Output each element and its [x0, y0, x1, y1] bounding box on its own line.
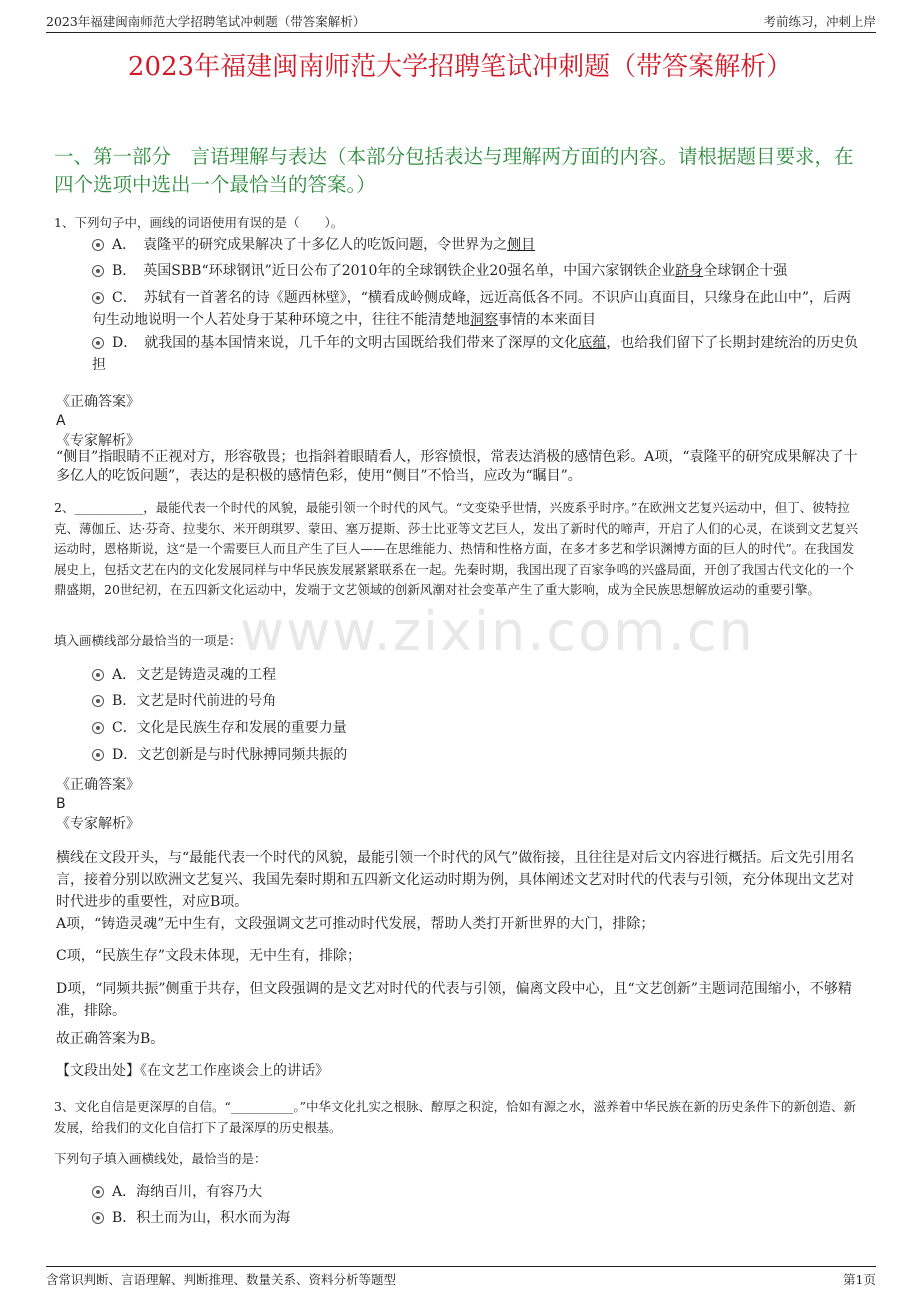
answer-blank: ___________	[74, 500, 144, 515]
q2-answer-label: 《正确答案》	[56, 777, 140, 793]
underlined-word: 侧目	[507, 237, 536, 253]
q3-option-b[interactable]: B．积土而为山，积水而为海	[92, 1207, 872, 1229]
q1-answer-label: 《正确答案》	[56, 394, 140, 410]
q1-answer: A	[56, 413, 66, 429]
q2-answer: B	[56, 796, 66, 812]
watermark: www.zixin.com.cn	[240, 600, 755, 663]
radio-icon[interactable]	[92, 1212, 104, 1224]
header-doc-title: 2023年福建闽南师范大学招聘笔试冲刺题（带答案解析）	[46, 14, 366, 29]
q2-option-c[interactable]: C．文化是民族生存和发展的重要力量	[92, 717, 872, 739]
page-header	[46, 10, 876, 30]
q2-analysis-label: 《专家解析》	[56, 816, 140, 832]
page-number: 第1页	[843, 1272, 876, 1287]
question-1-stem: 1、下列句子中，画线的词语使用有误的是（ ）。	[54, 215, 344, 230]
q1-option-c[interactable]: C． 苏轼有一首著名的诗《题西林壁》，“横看成岭侧成峰，远近高低各不同。不识庐山真面目，只缘身在此山中”，后两句生动地说明一个人若处身于某种环境之中，往往不能清楚地洞察事情的本来面目	[92, 290, 852, 328]
q3-prompt: 下列句子填入画横线处，最恰当的是：	[54, 1151, 267, 1166]
q2-analysis-paragraph: A项，“铸造灵魂”无中生有，文段强调文艺可推动时代发展，帮助人类打开新世界的大门，排除；	[56, 916, 655, 932]
radio-icon[interactable]	[92, 1186, 104, 1198]
q2-analysis-paragraph: C项，“民族生存”文段未体现，无中生有，排除；	[56, 948, 362, 964]
q1-option-a[interactable]: A． 袁隆平的研究成果解决了十多亿人的吃饭问题，令世界为之侧目	[92, 234, 872, 256]
q1-option-b[interactable]: B． 英国SBB“环球钢讯”近日公布了2010年的全球钢铁企业20强名单，中国六家钢铁企业跻身全球钢企十强	[92, 260, 872, 282]
q2-prompt: 填入画横线部分最恰当的一项是：	[54, 633, 242, 648]
header-divider	[46, 32, 876, 33]
q2-option-d[interactable]: D．文艺创新是与时代脉搏同频共振的	[92, 744, 872, 766]
radio-icon[interactable]	[92, 722, 104, 734]
q3-option-a[interactable]: A．海纳百川，有容乃大	[92, 1181, 872, 1203]
footer-note: 含常识判断、言语理解、判断推理、数量关系、资料分析等题型	[46, 1272, 397, 1287]
radio-icon[interactable]	[92, 749, 104, 761]
radio-icon[interactable]	[92, 239, 104, 251]
q1-analysis-label: 《专家解析》	[56, 433, 140, 449]
radio-icon[interactable]	[92, 265, 104, 277]
q2-option-b[interactable]: B．文艺是时代前进的号角	[92, 690, 872, 712]
q2-analysis-paragraph: 故正确答案为B。	[56, 1031, 165, 1047]
header-slogan: 考前练习，冲刺上岸	[763, 14, 876, 29]
q2-analysis-paragraph: 横线在文段开头，与“最能代表一个时代的风貌，最能引领一个时代的风气”做衔接，且往往是对后文内容进行概括。后文先引用名言，接着分别以欧洲文艺复兴、我国先秦时期和五四新文化运动时期为例，具体阐述文艺对时代的代表与引领，充分体现出文艺对时代进步的重要性，对应B项。	[56, 850, 855, 910]
footer-divider	[46, 1266, 876, 1267]
answer-blank: __________	[230, 1099, 294, 1114]
q2-option-a[interactable]: A．文艺是铸造灵魂的工程	[92, 664, 872, 686]
underlined-word: 洞察	[470, 312, 498, 328]
underlined-word: 跻身	[675, 263, 704, 279]
q1-analysis: “侧目”指眼睛不正视对方，形容敬畏；也指斜着眼睛看人，形容愤恨，常表达消极的感情色彩。A项，“袁隆平的研究成果解决了十多亿人的吃饭问题”，表达的是积极的感情色彩，使用“侧目”不恰当，应改为“瞩目”。	[56, 449, 858, 484]
underlined-word: 底蕴	[578, 335, 607, 351]
q2-analysis-paragraph: D项，“同频共振”侧重于共存，但文段强调的是文艺对时代的代表与引领，偏离文段中心，且“文艺创新”主题词范围缩小，不够精准，排除。	[56, 981, 852, 1019]
radio-icon[interactable]	[92, 669, 104, 681]
q2-source: 【文段出处】《在文艺工作座谈会上的讲话》	[56, 1063, 329, 1079]
page-title: 2023年福建闽南师范大学招聘笔试冲刺题（带答案解析）	[127, 52, 793, 82]
radio-icon[interactable]	[92, 695, 104, 707]
q1-option-d[interactable]: D． 就我国的基本国情来说，几千年的文明古国既给我们带来了深厚的文化底蕴，也给我们留下了长期封建统治的历史负担	[92, 335, 859, 373]
section-heading: 一、第一部分 言语理解与表达（本部分包括表达与理解两方面的内容。请根据题目要求，在四个选项中选出一个最恰当的答案。）	[54, 145, 854, 196]
question-2-stem: 2、___________，最能代表一个时代的风貌，最能引领一个时代的风气。“文变染乎世情，兴废系乎时序。”在欧洲文艺复兴运动中，但丁、彼特拉克、薄伽丘、达·芬奇、拉斐尔、米开朗琪罗、蒙田、塞万提斯、莎士比亚等文艺巨人，发出了新时代的啼声，开启了人们的心灵，在谈到文艺复兴运动时，恩格斯说，这“是一个需要巨人而且产生了巨人——在思维能力、热情和性格方面，在多才多艺和学识渊博方面的巨人的时代”。在我国发展史上，包括文艺在内的文化发展同样与中华民族发展紧紧联系在一起。先秦时期，我国出现了百家争鸣的兴盛局面，开创了我国古代文化的一个鼎盛期，20世纪初，在五四新文化运动中，发端于文艺领域的创新风潮对社会变革产生了重大影响，成为全民族思想解放运动的重要引擎。	[54, 500, 858, 597]
question-3-stem: 3、文化自信是更深厚的自信。“__________。”中华文化扎实之根脉、醇厚之积淀，恰如有源之水，滋养着中华民族在新的历史条件下的新创造、新发展，给我们的文化自信打下了最深厚的历史根基。	[54, 1099, 857, 1135]
radio-icon[interactable]	[92, 337, 104, 349]
radio-icon[interactable]	[92, 292, 104, 304]
